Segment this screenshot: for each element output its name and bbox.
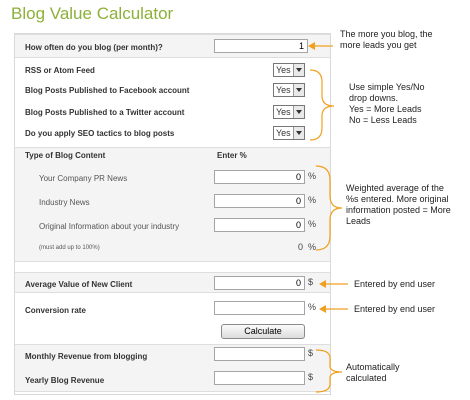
- rss-select-value: Yes: [276, 65, 291, 75]
- note-line: drop downs.: [349, 93, 399, 103]
- frequency-label: How often do you blog (per month)?: [25, 43, 163, 52]
- original-info-input[interactable]: 0: [214, 218, 305, 232]
- conversion-unit: %: [308, 302, 317, 312]
- total-value: 0: [297, 242, 303, 252]
- facebook-select-value: Yes: [276, 85, 291, 95]
- note-line: Weighted average of the: [346, 183, 444, 193]
- seo-label: Do you apply SEO tactics to blog posts: [25, 129, 175, 138]
- client-value-input[interactable]: 0: [214, 276, 305, 290]
- content-type-label: Type of Blog Content: [25, 151, 106, 160]
- revenue-brace: [316, 350, 342, 392]
- note-line: %s entered. More original: [346, 194, 449, 204]
- frequency-note: [340, 29, 433, 51]
- total-unit: %: [308, 242, 317, 252]
- note-line: No = Less Leads: [349, 115, 417, 125]
- note-line: more leads you get: [340, 40, 417, 50]
- seo-select-value: Yes: [276, 128, 291, 138]
- note-line: Entered by end user: [354, 279, 436, 289]
- arrowhead: [319, 280, 326, 288]
- page-title: Blog Value Calculator: [11, 4, 174, 23]
- yearly-revenue-label: Yearly Blog Revenue: [25, 376, 105, 385]
- conversion-note: [354, 304, 435, 315]
- twitter-select-value: Yes: [276, 107, 291, 117]
- original-info-unit: %: [308, 219, 317, 229]
- note-line: Yes = More Leads: [349, 104, 422, 114]
- note-line: Leads: [346, 216, 371, 226]
- monthly-revenue-label: Monthly Revenue from blogging: [25, 352, 148, 361]
- client-value-unit: $: [308, 277, 314, 287]
- note-line: The more you blog, the: [340, 29, 433, 39]
- rss-label: RSS or Atom Feed: [25, 66, 95, 75]
- note-line: Automatically: [346, 362, 400, 372]
- pr-news-unit: %: [308, 171, 317, 181]
- client-value-note: [354, 279, 435, 290]
- calculate-button[interactable]: Calculate: [221, 324, 305, 339]
- industry-news-unit: %: [308, 195, 317, 205]
- dropdown-note: [349, 82, 425, 126]
- pr-news-label: Your Company PR News: [39, 174, 128, 183]
- pr-news-input[interactable]: 0: [214, 170, 305, 184]
- note-line: Use simple Yes/No: [349, 82, 425, 92]
- yearly-revenue-unit: $: [308, 372, 314, 382]
- industry-news-input[interactable]: 0: [214, 194, 305, 208]
- twitter-label: Blog Posts Published to a Twitter account: [25, 108, 185, 117]
- content-note: [346, 183, 451, 227]
- original-info-label: Original Information about your industry: [39, 222, 180, 231]
- dropdown-brace: [310, 70, 334, 140]
- enter-percent-header: Enter %: [217, 151, 247, 160]
- arrowhead: [319, 305, 326, 313]
- conversion-label: Conversion rate: [25, 306, 86, 315]
- note-line: calculated: [346, 373, 387, 383]
- facebook-label: Blog Posts Published to Facebook account: [25, 86, 190, 95]
- revenue-note: [346, 362, 400, 384]
- note-line: Entered by end user: [354, 304, 436, 314]
- arrowhead: [308, 42, 315, 50]
- industry-news-label: Industry News: [39, 198, 90, 207]
- content-brace: [316, 166, 342, 250]
- total-note-label: (must add up to 100%): [39, 245, 100, 251]
- frequency-input[interactable]: 1: [214, 39, 308, 53]
- note-line: information posted = More: [346, 205, 451, 215]
- monthly-revenue-unit: $: [308, 348, 314, 358]
- client-value-label: Average Value of New Client: [25, 280, 133, 289]
